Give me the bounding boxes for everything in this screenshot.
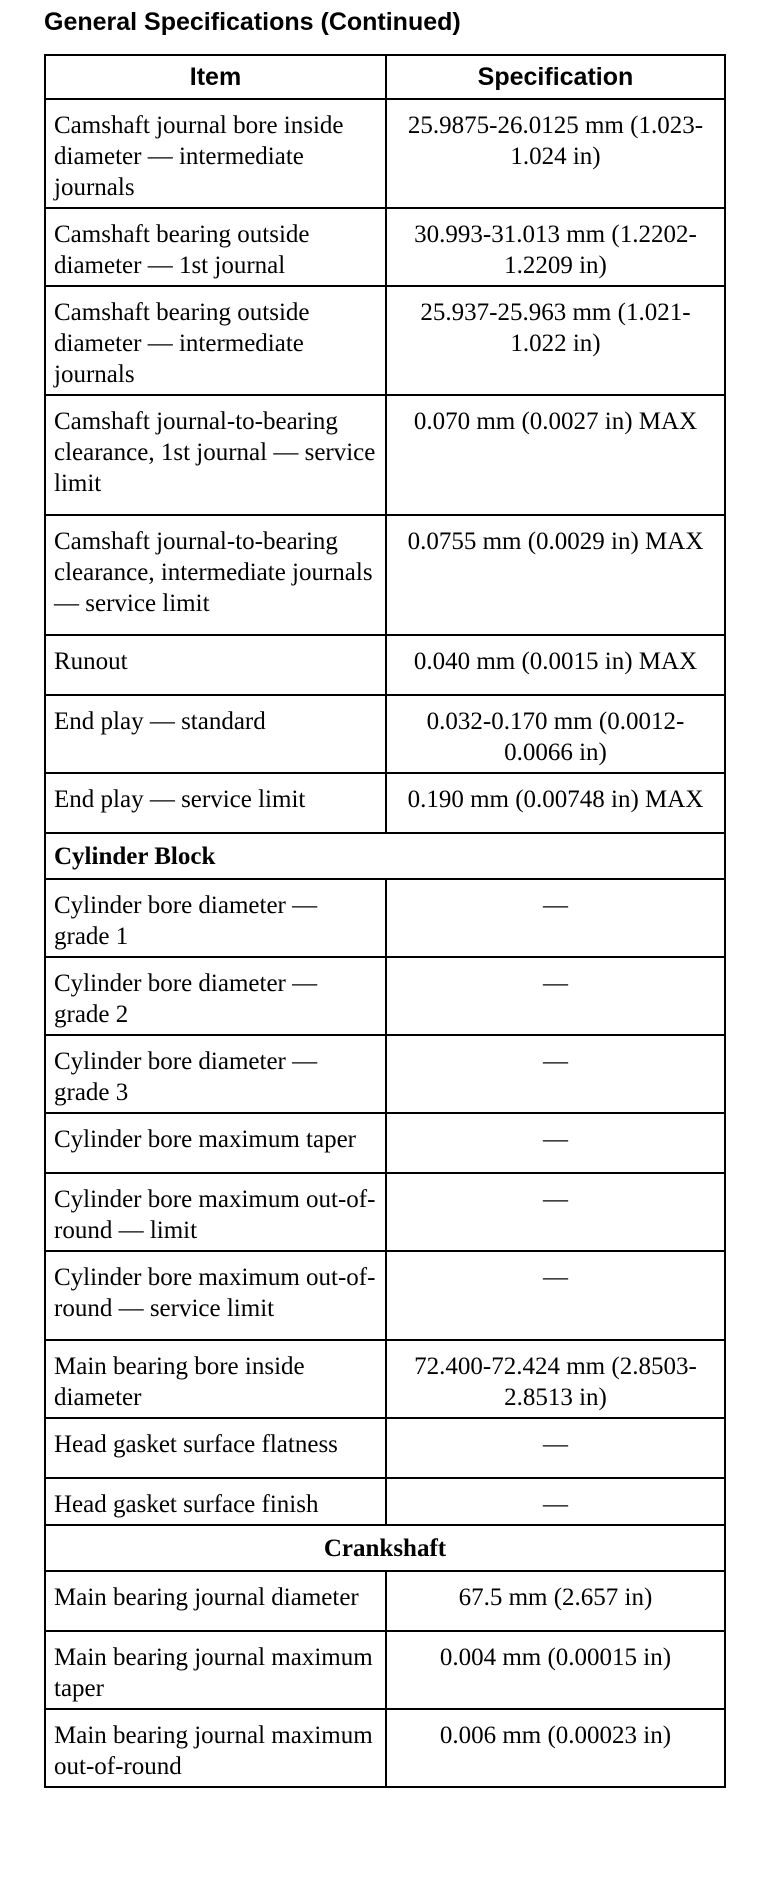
- spec-cell: —: [386, 1035, 725, 1113]
- column-header-item: Item: [45, 55, 386, 99]
- item-cell: Cylinder bore maximum out-of-round — limit: [45, 1173, 386, 1251]
- spec-cell: 0.032-0.170 mm (0.0012-0.0066 in): [386, 695, 725, 773]
- table-header-row: [45, 55, 725, 99]
- spec-cell: 0.190 mm (0.00748 in) MAX: [386, 773, 725, 833]
- section-row-crankshaft: [45, 1525, 725, 1571]
- spec-cell: 30.993-31.013 mm (1.2202-1.2209 in): [386, 208, 725, 286]
- spec-cell: —: [386, 1113, 725, 1173]
- section-row-cylinder-block: [45, 833, 725, 879]
- item-cell: Head gasket surface finish: [45, 1478, 386, 1525]
- table-row: [45, 286, 725, 395]
- page-title: General Specifications (Continued): [44, 8, 461, 36]
- item-cell: Cylinder bore diameter — grade 2: [45, 957, 386, 1035]
- table-row: [45, 1035, 725, 1113]
- spec-cell: —: [386, 1173, 725, 1251]
- item-cell: Camshaft bearing outside diameter — intermediate journals: [45, 286, 386, 395]
- spec-cell: 0.040 mm (0.0015 in) MAX: [386, 635, 725, 695]
- spec-cell: —: [386, 1418, 725, 1478]
- item-cell: Camshaft journal-to-bearing clearance, intermediate journals — service limit: [45, 515, 386, 635]
- item-cell: Main bearing journal maximum taper: [45, 1631, 386, 1709]
- spec-cell: 72.400-72.424 mm (2.8503-2.8513 in): [386, 1340, 725, 1418]
- spec-cell: —: [386, 1478, 725, 1525]
- spec-cell: —: [386, 879, 725, 957]
- spec-cell: 67.5 mm (2.657 in): [386, 1571, 725, 1631]
- item-cell: Runout: [45, 635, 386, 695]
- spec-cell: 25.9875-26.0125 mm (1.023-1.024 in): [386, 99, 725, 208]
- spec-cell: —: [386, 1251, 725, 1340]
- item-cell: End play — service limit: [45, 773, 386, 833]
- table-row: [45, 395, 725, 515]
- item-cell: Cylinder bore maximum taper: [45, 1113, 386, 1173]
- table-row: [45, 1418, 725, 1478]
- table-row: [45, 1571, 725, 1631]
- item-cell: Cylinder bore diameter — grade 3: [45, 1035, 386, 1113]
- spec-cell: —: [386, 957, 725, 1035]
- spec-cell: 25.937-25.963 mm (1.021-1.022 in): [386, 286, 725, 395]
- table-row: [45, 773, 725, 833]
- item-cell: Camshaft bearing outside diameter — 1st journal: [45, 208, 386, 286]
- column-header-specification: Specification: [386, 55, 725, 99]
- spec-cell: 0.0755 mm (0.0029 in) MAX: [386, 515, 725, 635]
- item-cell: Cylinder bore maximum out-of-round — service limit: [45, 1251, 386, 1340]
- table-row: [45, 957, 725, 1035]
- item-cell: Main bearing journal maximum out-of-round: [45, 1709, 386, 1787]
- table-row: [45, 1709, 725, 1787]
- item-cell: Camshaft journal bore inside diameter — intermediate journals: [45, 99, 386, 208]
- table-row: [45, 879, 725, 957]
- item-cell: Head gasket surface flatness: [45, 1418, 386, 1478]
- spec-cell: 0.004 mm (0.00015 in): [386, 1631, 725, 1709]
- specifications-table: [44, 54, 726, 1788]
- table-row: [45, 695, 725, 773]
- item-cell: Main bearing bore inside diameter: [45, 1340, 386, 1418]
- table-row: [45, 1631, 725, 1709]
- item-cell: Main bearing journal diameter: [45, 1571, 386, 1631]
- item-cell: Camshaft journal-to-bearing clearance, 1st journal — service limit: [45, 395, 386, 515]
- table-row: [45, 99, 725, 208]
- table-row: [45, 1251, 725, 1340]
- table-row: [45, 635, 725, 695]
- spec-cell: 0.006 mm (0.00023 in): [386, 1709, 725, 1787]
- item-cell: Cylinder bore diameter — grade 1: [45, 879, 386, 957]
- table-row: [45, 1173, 725, 1251]
- table-row: [45, 1478, 725, 1525]
- table-row: [45, 515, 725, 635]
- table-row: [45, 1113, 725, 1173]
- section-heading-cylinder-block: Cylinder Block: [45, 833, 725, 879]
- spec-cell: 0.070 mm (0.0027 in) MAX: [386, 395, 725, 515]
- item-cell: End play — standard: [45, 695, 386, 773]
- table-row: [45, 1340, 725, 1418]
- section-heading-crankshaft: Crankshaft: [45, 1525, 725, 1571]
- table-row: [45, 208, 725, 286]
